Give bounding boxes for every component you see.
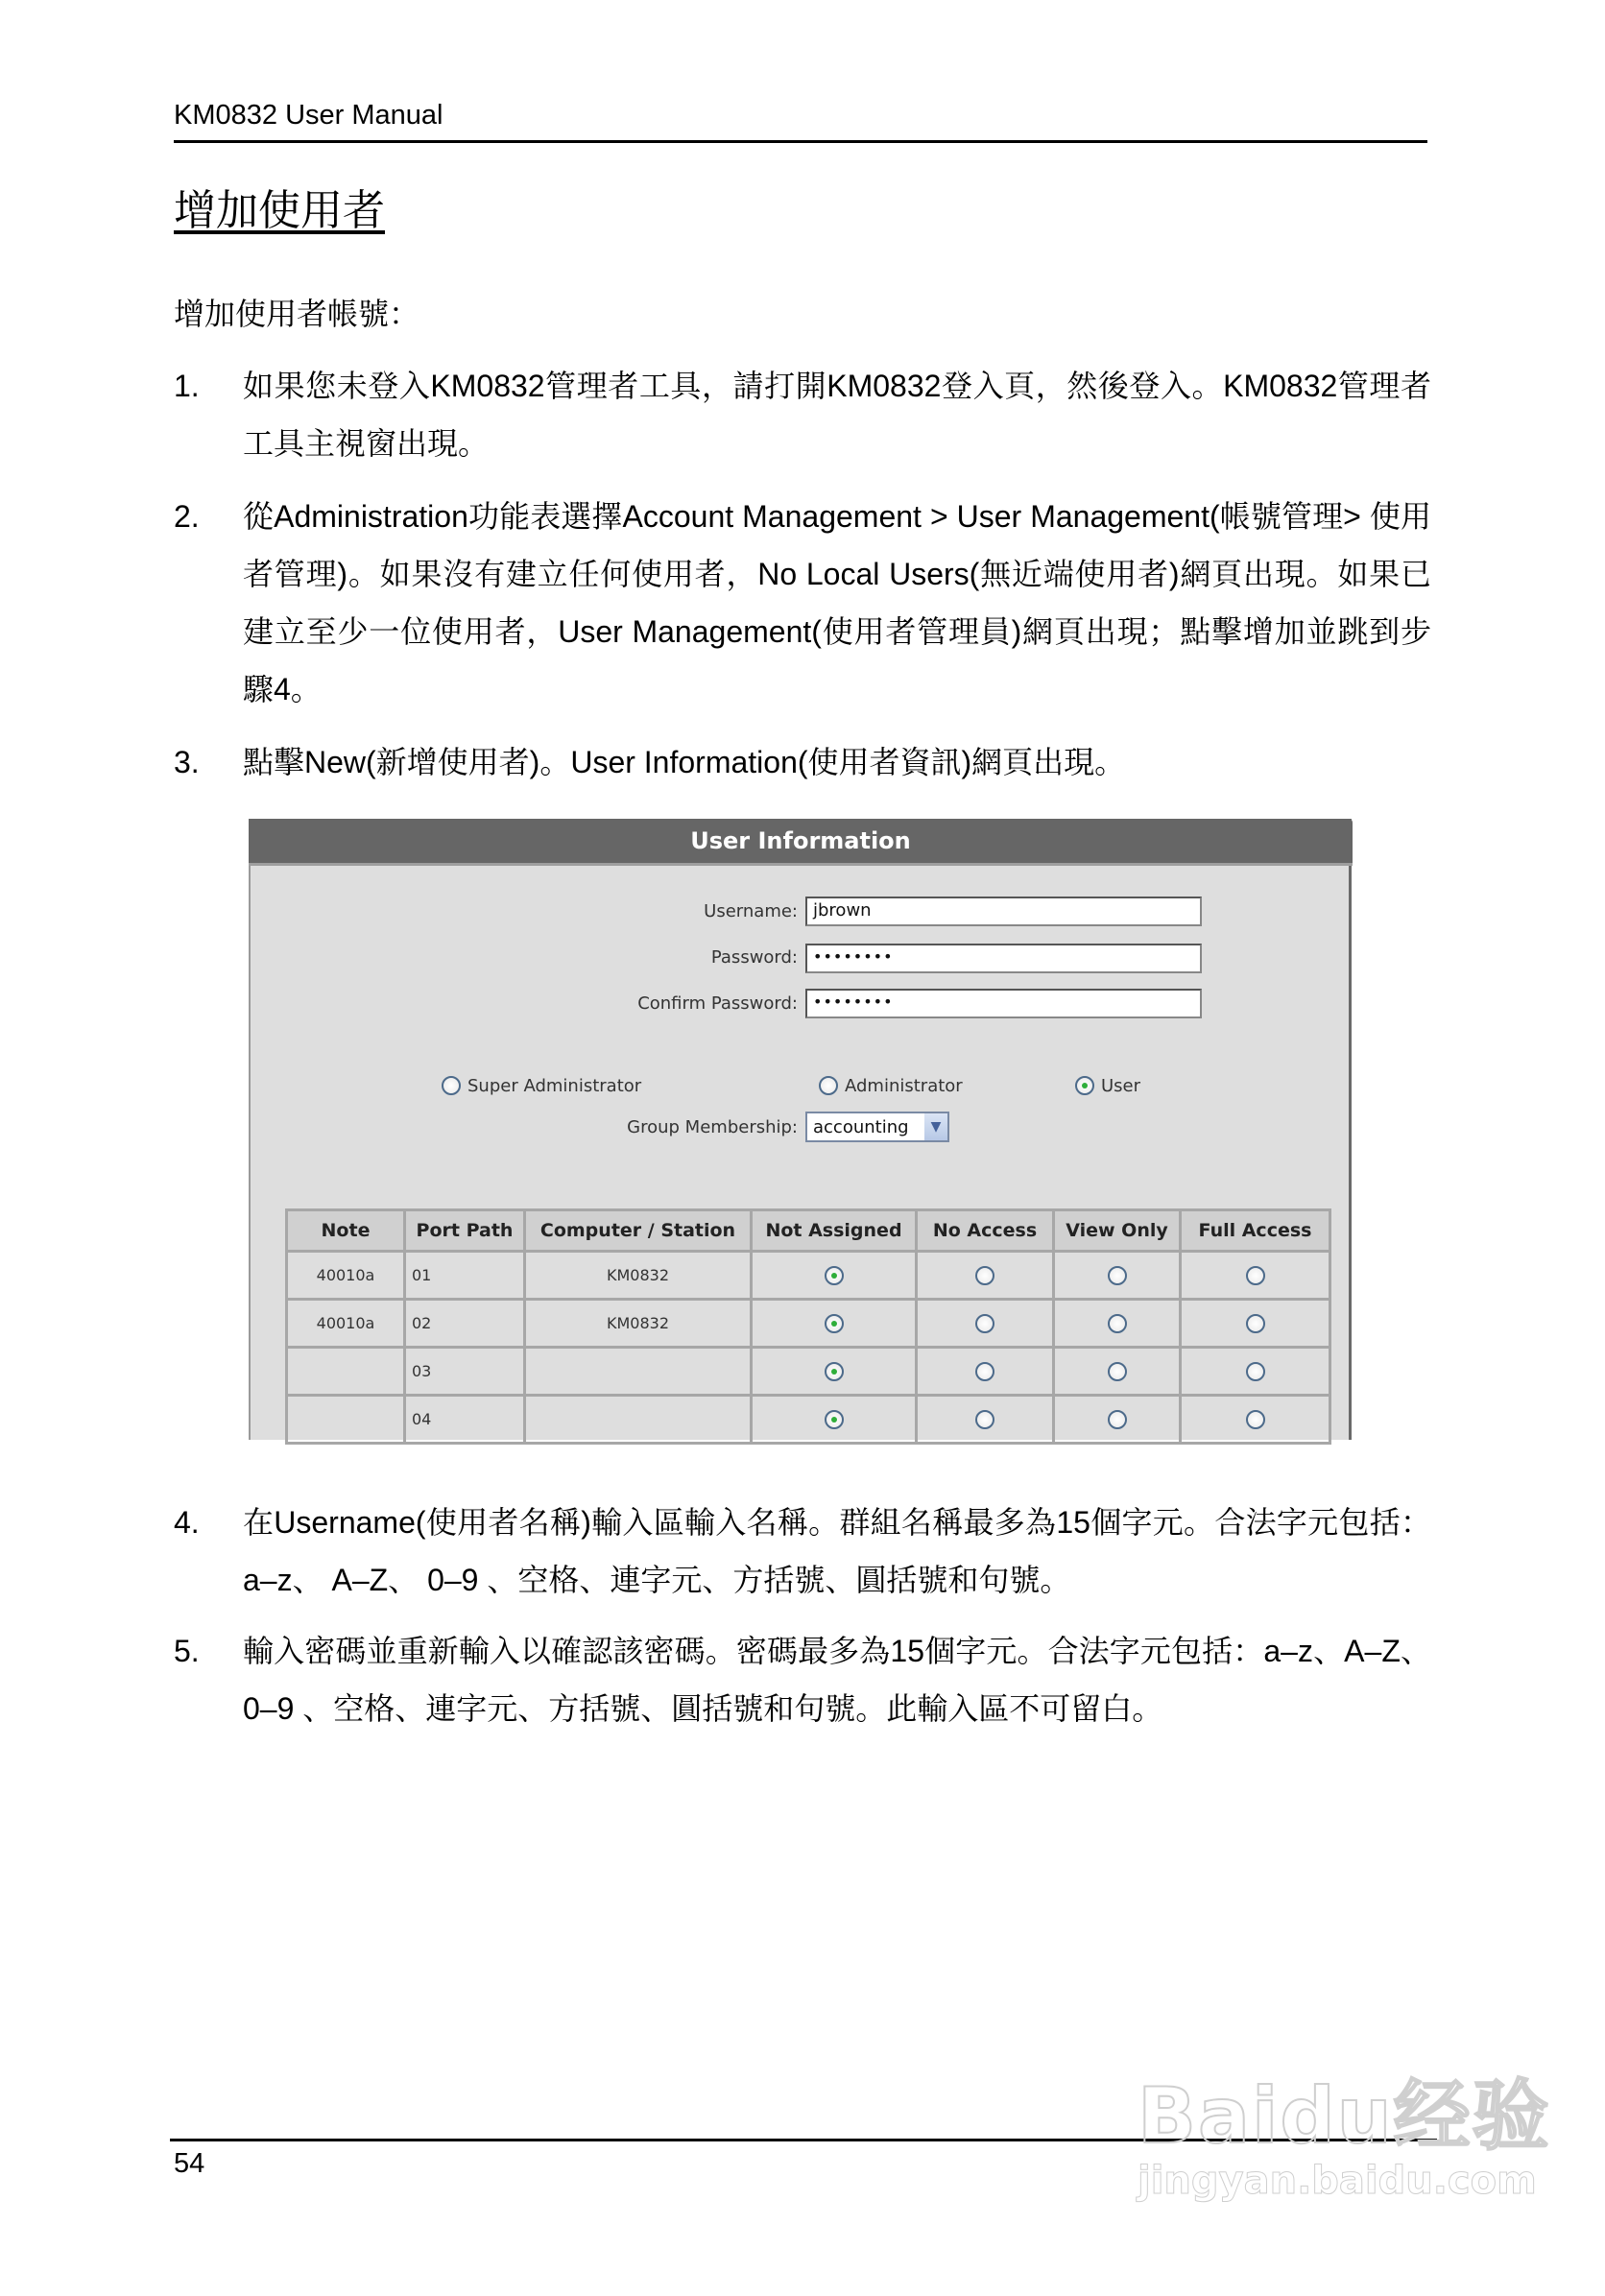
step-text: 輸入密碼並重新輸入以確認該密碼。密碼最多為15個字元。合法字元包括：a–z、A–Z、 0–9 、空格、連字元、方括號、圓括號和句號。此輸入區不可留白。	[243, 1634, 1431, 1726]
group-membership-select[interactable]	[805, 1112, 949, 1142]
username-label: Username:	[704, 901, 798, 921]
radio-view-only[interactable]	[1108, 1266, 1127, 1285]
header-rule	[174, 140, 1427, 143]
radio-no-access[interactable]	[975, 1266, 994, 1285]
confirm-password-input[interactable]: ••••••••	[805, 989, 1202, 1018]
step-number: 4.	[174, 1505, 200, 1540]
cell-port: 02	[405, 1300, 525, 1348]
chevron-down-icon[interactable]: ▼	[924, 1113, 947, 1140]
step-number: 3.	[174, 745, 200, 779]
radio-full-access[interactable]	[1246, 1410, 1265, 1429]
radio-full-access[interactable]	[1246, 1314, 1265, 1333]
baidu-watermark	[1138, 2054, 1551, 2203]
step-4	[174, 1494, 1431, 1609]
table-row	[287, 1300, 1330, 1348]
radio-full-access[interactable]	[1246, 1266, 1265, 1285]
cell-port: 03	[405, 1348, 525, 1396]
cell-note	[287, 1396, 405, 1444]
step-number: 2.	[174, 499, 200, 534]
table-row	[287, 1252, 1330, 1300]
cell-station: KM0832	[525, 1300, 752, 1348]
step-text: 從Administration功能表選擇Account Management > User Management(帳號管理> 使用者管理)。如果沒有建立任何使用者，No Local Users(無近端使用者)網頁出現。如果已建立至少一位使用者，User Management(使用者管理員)網頁出現；點擊增加並跳到步驟4。	[243, 499, 1431, 706]
col-full-access: Full Access	[1181, 1210, 1330, 1252]
page-number: 54	[174, 2148, 205, 2179]
cell-station	[525, 1348, 752, 1396]
radio-not-assigned[interactable]	[825, 1410, 844, 1429]
section-intro: 增加使用者帳號：	[174, 297, 420, 331]
group-membership-value: accounting	[813, 1117, 909, 1137]
col-port-path: Port Path	[405, 1210, 525, 1252]
col-view-only: View Only	[1054, 1210, 1181, 1252]
table-row	[287, 1348, 1330, 1396]
radio-not-assigned[interactable]	[825, 1314, 844, 1333]
cell-station	[525, 1396, 752, 1444]
col-computer-station: Computer / Station	[525, 1210, 752, 1252]
cell-port: 01	[405, 1252, 525, 1300]
step-1	[174, 357, 1431, 472]
confirm-password-label: Confirm Password:	[637, 993, 798, 1014]
col-note: Note	[287, 1210, 405, 1252]
radio-not-assigned[interactable]	[825, 1362, 844, 1381]
cell-note: 40010a	[287, 1300, 405, 1348]
cell-station: KM0832	[525, 1252, 752, 1300]
cell-port: 04	[405, 1396, 525, 1444]
step-number: 5.	[174, 1634, 200, 1668]
cell-note	[287, 1348, 405, 1396]
step-3	[174, 733, 1431, 791]
radio-no-access[interactable]	[975, 1362, 994, 1381]
col-not-assigned: Not Assigned	[752, 1210, 917, 1252]
radio-view-only[interactable]	[1108, 1410, 1127, 1429]
radio-no-access[interactable]	[975, 1410, 994, 1429]
step-5	[174, 1622, 1431, 1737]
role-label-administrator: Administrator	[845, 1076, 963, 1096]
step-2	[174, 488, 1431, 718]
step-text: 如果您未登入KM0832管理者工具，請打開KM0832登入頁，然後登入。KM0832管理者工具主視窗出現。	[243, 369, 1431, 461]
panel-title: User Information	[249, 819, 1353, 866]
watermark-url: jingyan.baidu.com	[1138, 2159, 1537, 2203]
role-radio-administrator[interactable]	[819, 1076, 838, 1095]
watermark-brand: Baidu经验	[1138, 2071, 1551, 2161]
group-membership-label: Group Membership:	[627, 1117, 798, 1137]
radio-view-only[interactable]	[1108, 1362, 1127, 1381]
running-header: KM0832 User Manual	[174, 100, 443, 131]
radio-no-access[interactable]	[975, 1314, 994, 1333]
role-radio-super-administrator[interactable]	[442, 1076, 461, 1095]
step-number: 1.	[174, 369, 200, 403]
role-label-user: User	[1101, 1076, 1141, 1096]
radio-not-assigned[interactable]	[825, 1266, 844, 1285]
section-title: 增加使用者	[174, 187, 385, 234]
role-radio-user[interactable]	[1075, 1076, 1094, 1095]
port-access-table	[285, 1208, 1331, 1445]
table-row	[287, 1396, 1330, 1444]
step-text: 在Username(使用者名稱)輸入區輸入名稱。群組名稱最多為15個字元。合法字元包括：a–z、 A–Z、 0–9 、空格、連字元、方括號、圓括號和句號。	[243, 1505, 1431, 1597]
step-text: 點擊New(新增使用者)。User Information(使用者資訊)網頁出現。	[243, 745, 1126, 779]
cell-note: 40010a	[287, 1252, 405, 1300]
col-no-access: No Access	[917, 1210, 1054, 1252]
role-label-super-administrator: Super Administrator	[467, 1076, 642, 1096]
password-label: Password:	[710, 947, 798, 968]
user-information-panel	[249, 819, 1352, 1440]
password-input[interactable]: ••••••••	[805, 944, 1202, 973]
username-input[interactable]: jbrown	[805, 897, 1202, 926]
radio-full-access[interactable]	[1246, 1362, 1265, 1381]
radio-view-only[interactable]	[1108, 1314, 1127, 1333]
